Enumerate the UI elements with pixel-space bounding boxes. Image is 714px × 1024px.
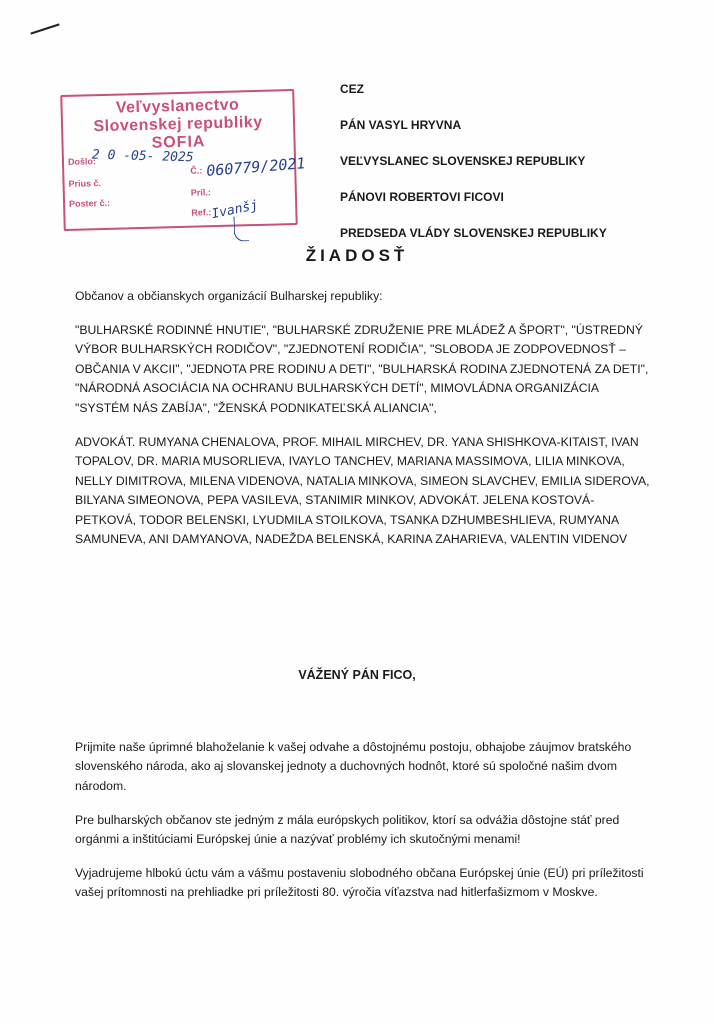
signature-flourish (233, 216, 249, 241)
handwritten-date: 2 0 -05- 2025 (91, 147, 194, 166)
stamp-label-attachment: Príl.: (190, 187, 211, 198)
recipient-block (340, 82, 680, 262)
embassy-stamp (60, 89, 307, 233)
stamp-country: Slovenskej republiky (93, 113, 263, 136)
document-title: ŽIADOSŤ (305, 246, 409, 265)
stamp-label-number: Č.: (190, 165, 203, 176)
body-paragraph: Prijmite naše úprimné blahoželanie k vašej odvahe a dôstojnému postoju, obhajobe záujmov bratského slovenského národa, ako aj slovanskej jednoty a duchovných hodnôt, ktoré sú spoločné našim dvom národom. (75, 740, 632, 793)
handwritten-signature: Ivanšj (210, 198, 260, 223)
organizations-list: "BULHARSKÉ RODINNÉ HNUTIE", "BULHARSKÉ ZDRUŽENIE PRE MLÁDEŽ A ŠPORT", "ÚSTREDNÝ VÝBOR BULHARSKÝCH RODIČOV", "ZJEDNOTENÍ RODIČIA", "SLOBODA JE ZODPOVEDNOSŤ – OBČANIA V AKCII", "JEDNOTA PRE RODINU A DETI", "BULHARSKÁ RODINA ZJEDNOTENÁ ZA DETI", "NÁRODNÁ ASOCIÁCIA NA OCHRANU BULHARSKÝCH DETÍ", MIMOVLÁDNA ORGANIZÁCIA "SYSTÉM NÁS ZABÍJA", "ŽENSKÁ PODNIKATEĽSKÁ ALIANCIA", (75, 323, 649, 415)
salutation: VÁŽENÝ PÁN FICO, (298, 668, 416, 682)
recipient-line: VEĽVYSLANEC SLOVENSKEJ REPUBLIKY (340, 154, 586, 168)
stamp-embassy-name: Veľvyslanectvo (115, 96, 240, 117)
pen-mark (30, 23, 59, 34)
stamp-label-prius: Prius č. (68, 178, 102, 189)
body-paragraph: Vyjadrujeme hlbokú úctu vám a vášmu postaveniu slobodného občana Európskej únie (EÚ) pri príležitosti vašej prítomnosti na prehliadke pri príležitosti 80. výročia víťazstva nad hitlerfašizmom v Moskve. (75, 866, 644, 900)
stamp-label-received: Došlo: (67, 156, 97, 167)
recipient-line: CEZ (340, 82, 364, 96)
recipient-line: PÁN VASYL HRYVNA (340, 118, 462, 132)
stamp-label-poster: Poster č.: (68, 197, 111, 209)
stamp-label-ref: Ref.: (191, 207, 212, 218)
handwritten-number: 060779/2021 (205, 154, 307, 180)
intro-line: Občanov a občianskych organizácií Bulharskej republiky: (75, 289, 383, 303)
stamp-city: SOFIA (151, 133, 206, 152)
recipient-line: PREDSEDA VLÁDY SLOVENSKEJ REPUBLIKY (340, 226, 607, 240)
signatories-list: ADVOKÁT. RUMYANA CHENALOVA, PROF. MIHAIL MIRCHEV, DR. YANA SHISHKOVA-KITAIST, IVAN TOPALOV, DR. MARIA MUSORLIEVA, IVAYLO TANCHEV, MARIANA MASSIMOVA, LILIA MINKOVA, NELLY DIMITROVA, MILENA VIDENOVA, NATALIA MINKOVA, SIMEON SLAVCHEV, EMILIA SIDEROVA, BILYANA SIMEONOVA, PEPA VASILEVA, STANIMIR MINKOV, ADVOKÁT. JELENA KOSTOVÁ-PETKOVÁ, TODOR BELENSKI, LYUDMILA STOILKOVA, TSANKA DZHUMBESHLIEVA, RUMYANA SAMUNEVA, ANI DAMYANOVA, NADEŽDA BELENSKÁ, KARINA ZAHARIEVA, VALENTIN VIDENOV (75, 435, 650, 547)
recipient-line: PÁNOVI ROBERTOVI FICOVI (340, 190, 504, 204)
body-paragraph: Pre bulharských občanov ste jedným z mála európskych politikov, ktorí sa odvážia dôstojne stáť pred orgánmi a inštitúciami Európskej únie a nazývať problémy ich skutočnými menami! (75, 813, 620, 847)
